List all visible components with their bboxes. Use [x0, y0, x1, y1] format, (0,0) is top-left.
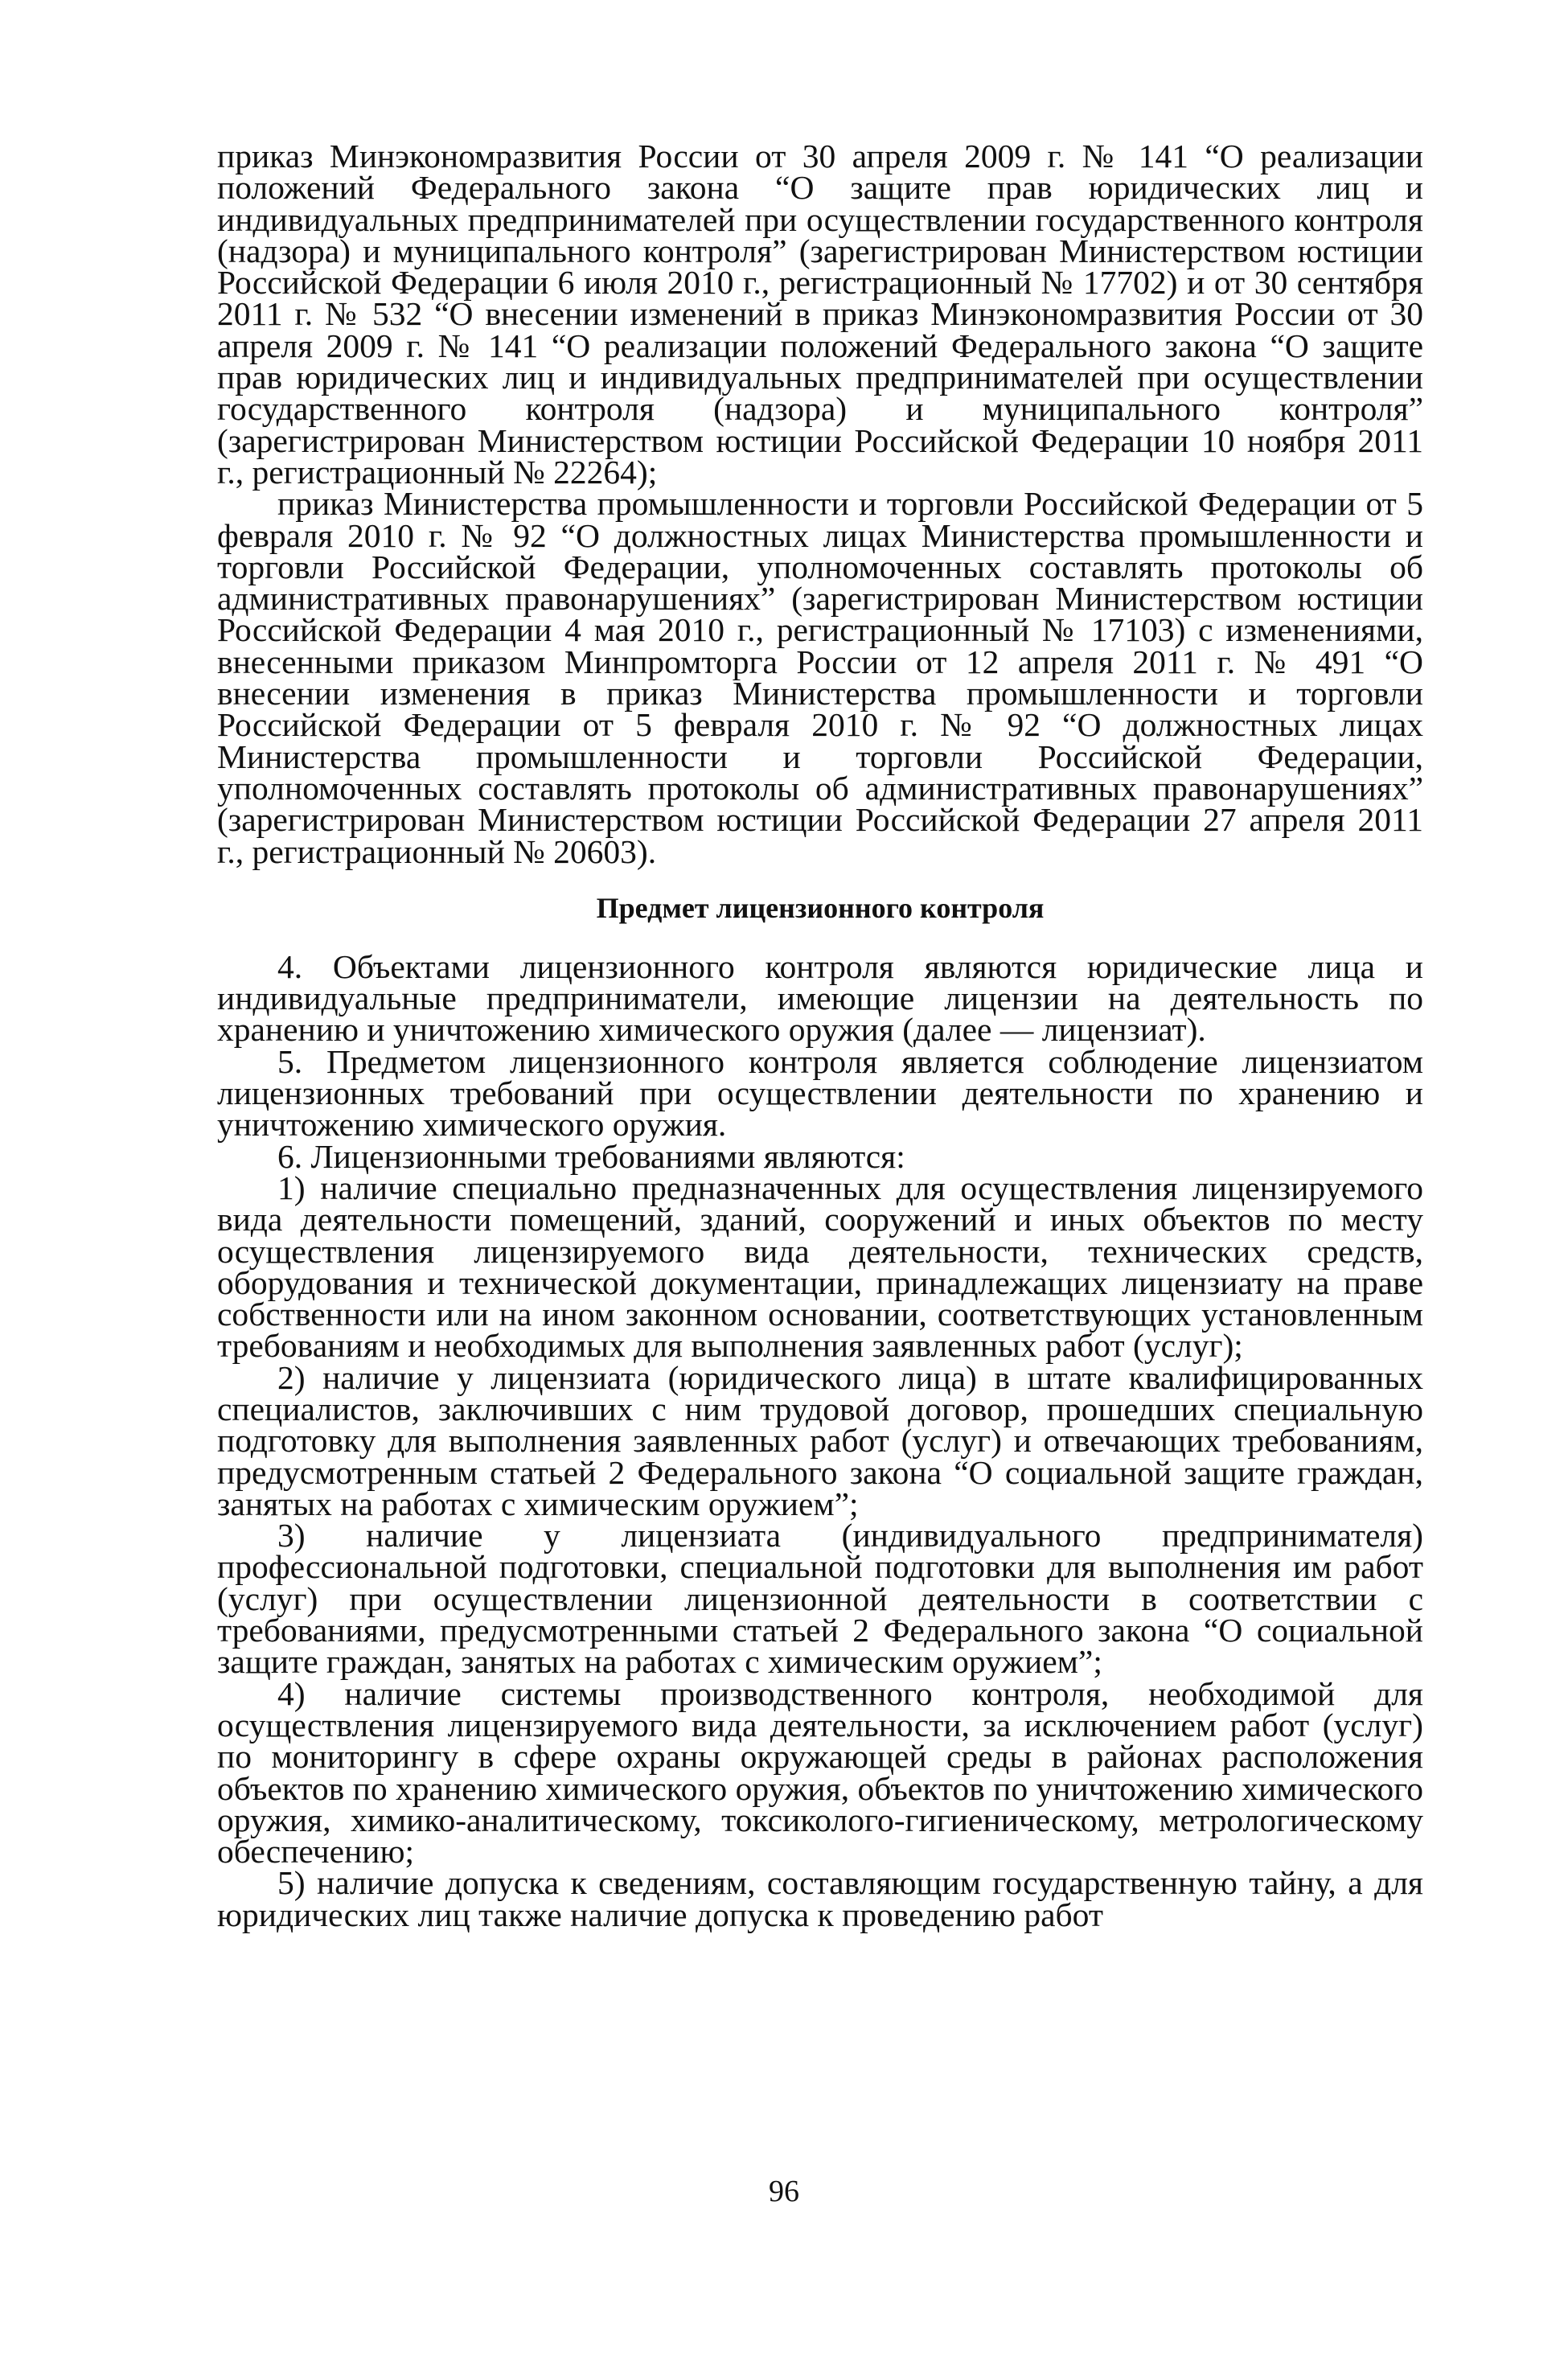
paragraph-item-4: 4. Объектами лицензионного контроля являются юридические лица и индивидуальные предприниматели, имеющие лицензии на деятельность по хранению и уничтожению химического оружия (далее — лицензиат). [217, 947, 1423, 1049]
paragraph-requirement-5: 5) наличие допуска к сведениям, составляющим государственную тайну, а для юридических лиц также наличие допуска к проведению работ [217, 1864, 1423, 1933]
paragraph-requirement-3: 3) наличие у лицензиата (индивидуального предпринимателя) профессиональной подготовки, специальной подготовки для выполнения им работ (услуг) при осуществлении лицензионной деятельности в соответствии с требованиями, предусмотренными статьей 2 Федерального закона “О социальной защите граждан, занятых на работах с химическим оружием”; [217, 1517, 1423, 1681]
paragraph-order-industry: приказ Министерства промышленности и торговли Российской Федерации от 5 февраля 2010 г. № 92 “О должностных лицах Министерства промышленности и торговли Российской Федерации, уполномоченных составлять протоколы об административных правонарушениях” (зарегистрирован Министерством юстиции Российской Федерации 4 мая 2010 г., регистрационный № 17103) с изменениями, внесенными приказом Минпромторга России от 12 апреля 2011 г. № 491 “О внесении изменения в приказ Министерства промышленности и торговли Российской Федерации от 5 февраля 2010 г. № 92 “О должностных лицах Министерства промышленности и торговли Российской Федерации, уполномоченных составлять протоколы об административных правонарушениях” (зарегистрирован Министерством юстиции Российской Федерации 27 апреля 2011 г., регистрационный № 20603). [217, 485, 1423, 870]
paragraph-order-economy: приказ Минэкономразвития России от 30 апреля 2009 г. № 141 “О реализации положений Федерального закона “О защите прав юридических лиц и индивидуальных предпринимателей при осуществлении государственного контроля (надзора) и муниципального контроля” (зарегистрирован Министерством юстиции Российской Федерации 6 июля 2010 г., регистрационный № 17702) и от 30 сентября 2011 г. № 532 “О внесении изменений в приказ Минэкономразвития России от 30 апреля 2009 г. № 141 “О реализации положений Федерального закона “О защите прав юридических лиц и индивидуальных предпринимателей при осуществлении государственного контроля (надзора) и муниципального контроля” (зарегистрирован Министерством юстиции Российской Федерации 10 ноября 2011 г., регистрационный № 22264); [217, 138, 1423, 491]
paragraph-item-5: 5. Предметом лицензионного контроля является соблюдение лицензиатом лицензионных требований при осуществлении деятельности по хранению и уничтожению химического оружия. [217, 1042, 1423, 1144]
paragraph-requirement-2: 2) наличие у лицензиата (юридического лица) в штате квалифицированных специалистов, заключивших с ним трудовой договор, прошедших специальную подготовку для выполнения заявленных работ (услуг) и отвечающих требованиям, предусмотренным статьей 2 Федерального закона “О социальной защите граждан, занятых на работах с химическим оружием”; [217, 1358, 1423, 1522]
page-number: 96 [769, 2175, 799, 2208]
paragraph-item-6: 6. Лицензионными требованиями являются: [277, 1137, 905, 1175]
document-page [217, 138, 1423, 1933]
section-heading: Предмет лицензионного контроля [596, 891, 1045, 924]
paragraph-requirement-1: 1) наличие специально предназначенных для осуществления лицензируемого вида деятельности помещений, зданий, сооружений и иных объектов по месту осуществления лицензируемого вида деятельности, технических средств, оборудования и технической документации, принадлежащих лицензиату на праве собственности или на ином законном основании, соответствующих установленным требованиям и необходимых для выполнения заявленных работ (услуг); [217, 1169, 1423, 1365]
paragraph-requirement-4: 4) наличие системы производственного контроля, необходимой для осуществления лицензируемого вида деятельности, за исключением работ (услуг) по мониторингу в сфере охраны окружающей среды в районах расположения объектов по хранению химического оружия, объектов по уничтожению химического оружия, химико-аналитическому, токсиколого-гигиеническому, метрологическому обеспечению; [217, 1674, 1423, 1871]
